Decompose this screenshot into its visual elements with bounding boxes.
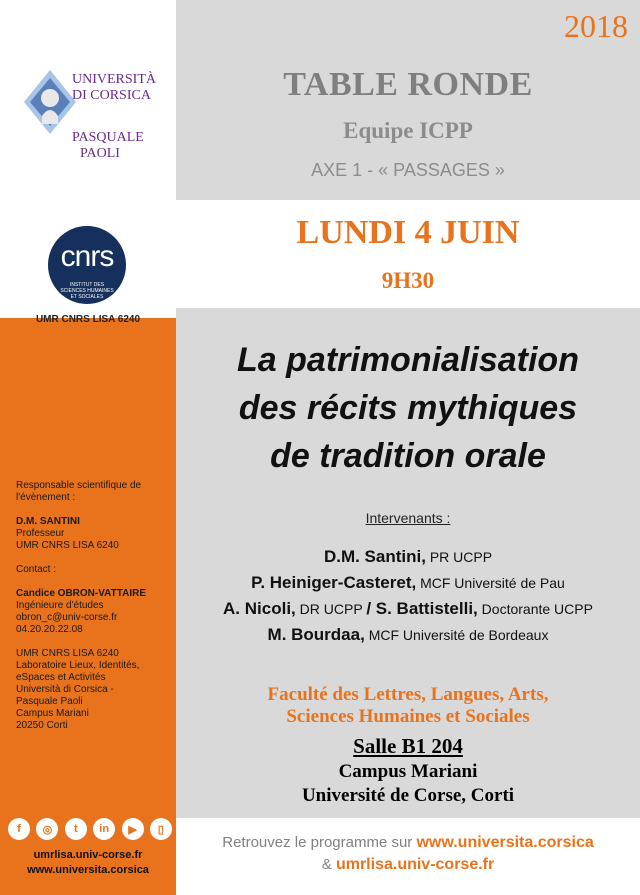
speaker-name: A. Nicoli,	[223, 599, 296, 618]
uni-logo-name	[72, 72, 156, 104]
responsable-title: Professeur	[16, 528, 65, 539]
faculty-line: Faculté des Lettres, Langues, Arts,	[267, 684, 549, 705]
address-line: UMR CNRS LISA 6240	[16, 648, 119, 659]
talk-title-line: de tradition orale	[270, 437, 546, 475]
talk-title-line: des récits mythiques	[238, 389, 578, 427]
cnrs-logo-text: cnrs	[60, 240, 114, 273]
year: 2018	[564, 8, 628, 44]
speaker-name: D.M. Santini,	[323, 547, 426, 566]
youtube-icon[interactable]: ▶	[122, 818, 144, 840]
address-line: Laboratoire Lieux, Identités,	[16, 660, 140, 671]
university-name: Université de Corse, Corti	[301, 785, 515, 806]
axis-label: AXE 1 - « PASSAGES »	[311, 160, 505, 180]
footer-url-lisa[interactable]: umrlisa.univ-corse.fr	[335, 856, 495, 873]
contact-phone: 04.20.20.22.08	[16, 624, 83, 635]
uni-logo-subname	[72, 130, 144, 162]
speaker-line	[176, 544, 640, 570]
event-time: 9H30	[381, 268, 435, 293]
speakers-label: Intervenants :	[365, 510, 451, 526]
address-line: Pasquale Paoli	[16, 696, 83, 707]
speaker-name: P. Heiniger-Casteret,	[251, 573, 417, 592]
footer-program	[176, 832, 640, 876]
cnrs-logo-sub: INSTITUT DES SCIENCES HUMAINES ET SOCIALES	[60, 282, 114, 300]
mobile-icon[interactable]: ▯	[150, 818, 172, 840]
team-name: Equipe ICPP	[343, 118, 473, 143]
speaker-name: M. Bourdaa,	[267, 625, 365, 644]
uni-logo-line4: PAOLI	[80, 146, 120, 161]
speaker-line	[176, 622, 640, 648]
uni-logo-line3: PASQUALE	[72, 130, 144, 145]
address-line: Campus Mariani	[16, 708, 89, 719]
umr-label: UMR CNRS LISA 6240	[35, 314, 141, 325]
responsable-label: Responsable scientifique de l'évènement :	[16, 480, 142, 503]
footer-text: &	[321, 856, 336, 873]
event-date: LUNDI 4 JUIN	[296, 214, 520, 251]
uni-logo-line1: UNIVERSITÀ	[72, 72, 156, 87]
speaker-role: MCF Université de Bordeaux	[364, 627, 549, 643]
talk-title-line: La patrimonialisation	[237, 341, 579, 379]
sidebar-urls	[0, 848, 176, 878]
campus-info	[176, 760, 640, 808]
cnrs-logo	[48, 226, 126, 304]
responsable-name: D.M. SANTINI	[16, 516, 80, 527]
speaker-line	[176, 596, 640, 622]
sidebar	[0, 0, 176, 895]
speaker-role: DR UCPP	[295, 601, 367, 617]
room-label: Salle B1 204	[353, 734, 463, 758]
facebook-icon[interactable]: f	[8, 818, 30, 840]
speaker-line	[176, 570, 640, 596]
footer-url-universita[interactable]: www.universita.corsica	[416, 834, 594, 851]
contact-name: Candice OBRON-VATTAIRE	[16, 588, 147, 599]
speaker-role: MCF Université de Pau	[416, 575, 565, 591]
linkedin-icon[interactable]: in	[93, 818, 115, 840]
campus-name: Campus Mariani	[338, 761, 478, 782]
speaker-role: PR UCPP	[425, 549, 493, 565]
social-icons	[8, 818, 172, 842]
footer-text: Retrouvez le programme sur	[222, 834, 417, 851]
sidebar-url-universita[interactable]: www.universita.corsica	[27, 864, 149, 876]
main-content	[176, 0, 640, 895]
address-line: 20250 Corti	[16, 720, 68, 731]
sidebar-url-lisa[interactable]: umrlisa.univ-corse.fr	[33, 849, 143, 861]
contact-label: Contact :	[16, 564, 57, 575]
sidebar-info	[16, 480, 168, 732]
faculty-line: Sciences Humaines et Sociales	[286, 706, 530, 727]
address-line: Università di Corsica -	[16, 684, 114, 695]
speakers-list	[176, 544, 640, 648]
instagram-icon[interactable]: ◎	[36, 818, 58, 840]
speaker-name: / S. Battistelli,	[366, 599, 478, 618]
speaker-role: Doctorante UCPP	[477, 601, 593, 617]
faculty-name	[176, 684, 640, 728]
talk-title	[176, 336, 640, 480]
contact-email[interactable]: obron_c@univ-corse.fr	[16, 612, 118, 623]
event-title: TABLE RONDE	[283, 66, 533, 103]
contact-title: Ingénieure d'études	[16, 600, 104, 611]
uni-logo-line2: DI CORSICA	[72, 88, 151, 103]
twitter-icon[interactable]: t	[65, 818, 87, 840]
responsable-org: UMR CNRS LISA 6240	[16, 540, 119, 551]
address-line: eSpaces et Activités	[16, 672, 106, 683]
